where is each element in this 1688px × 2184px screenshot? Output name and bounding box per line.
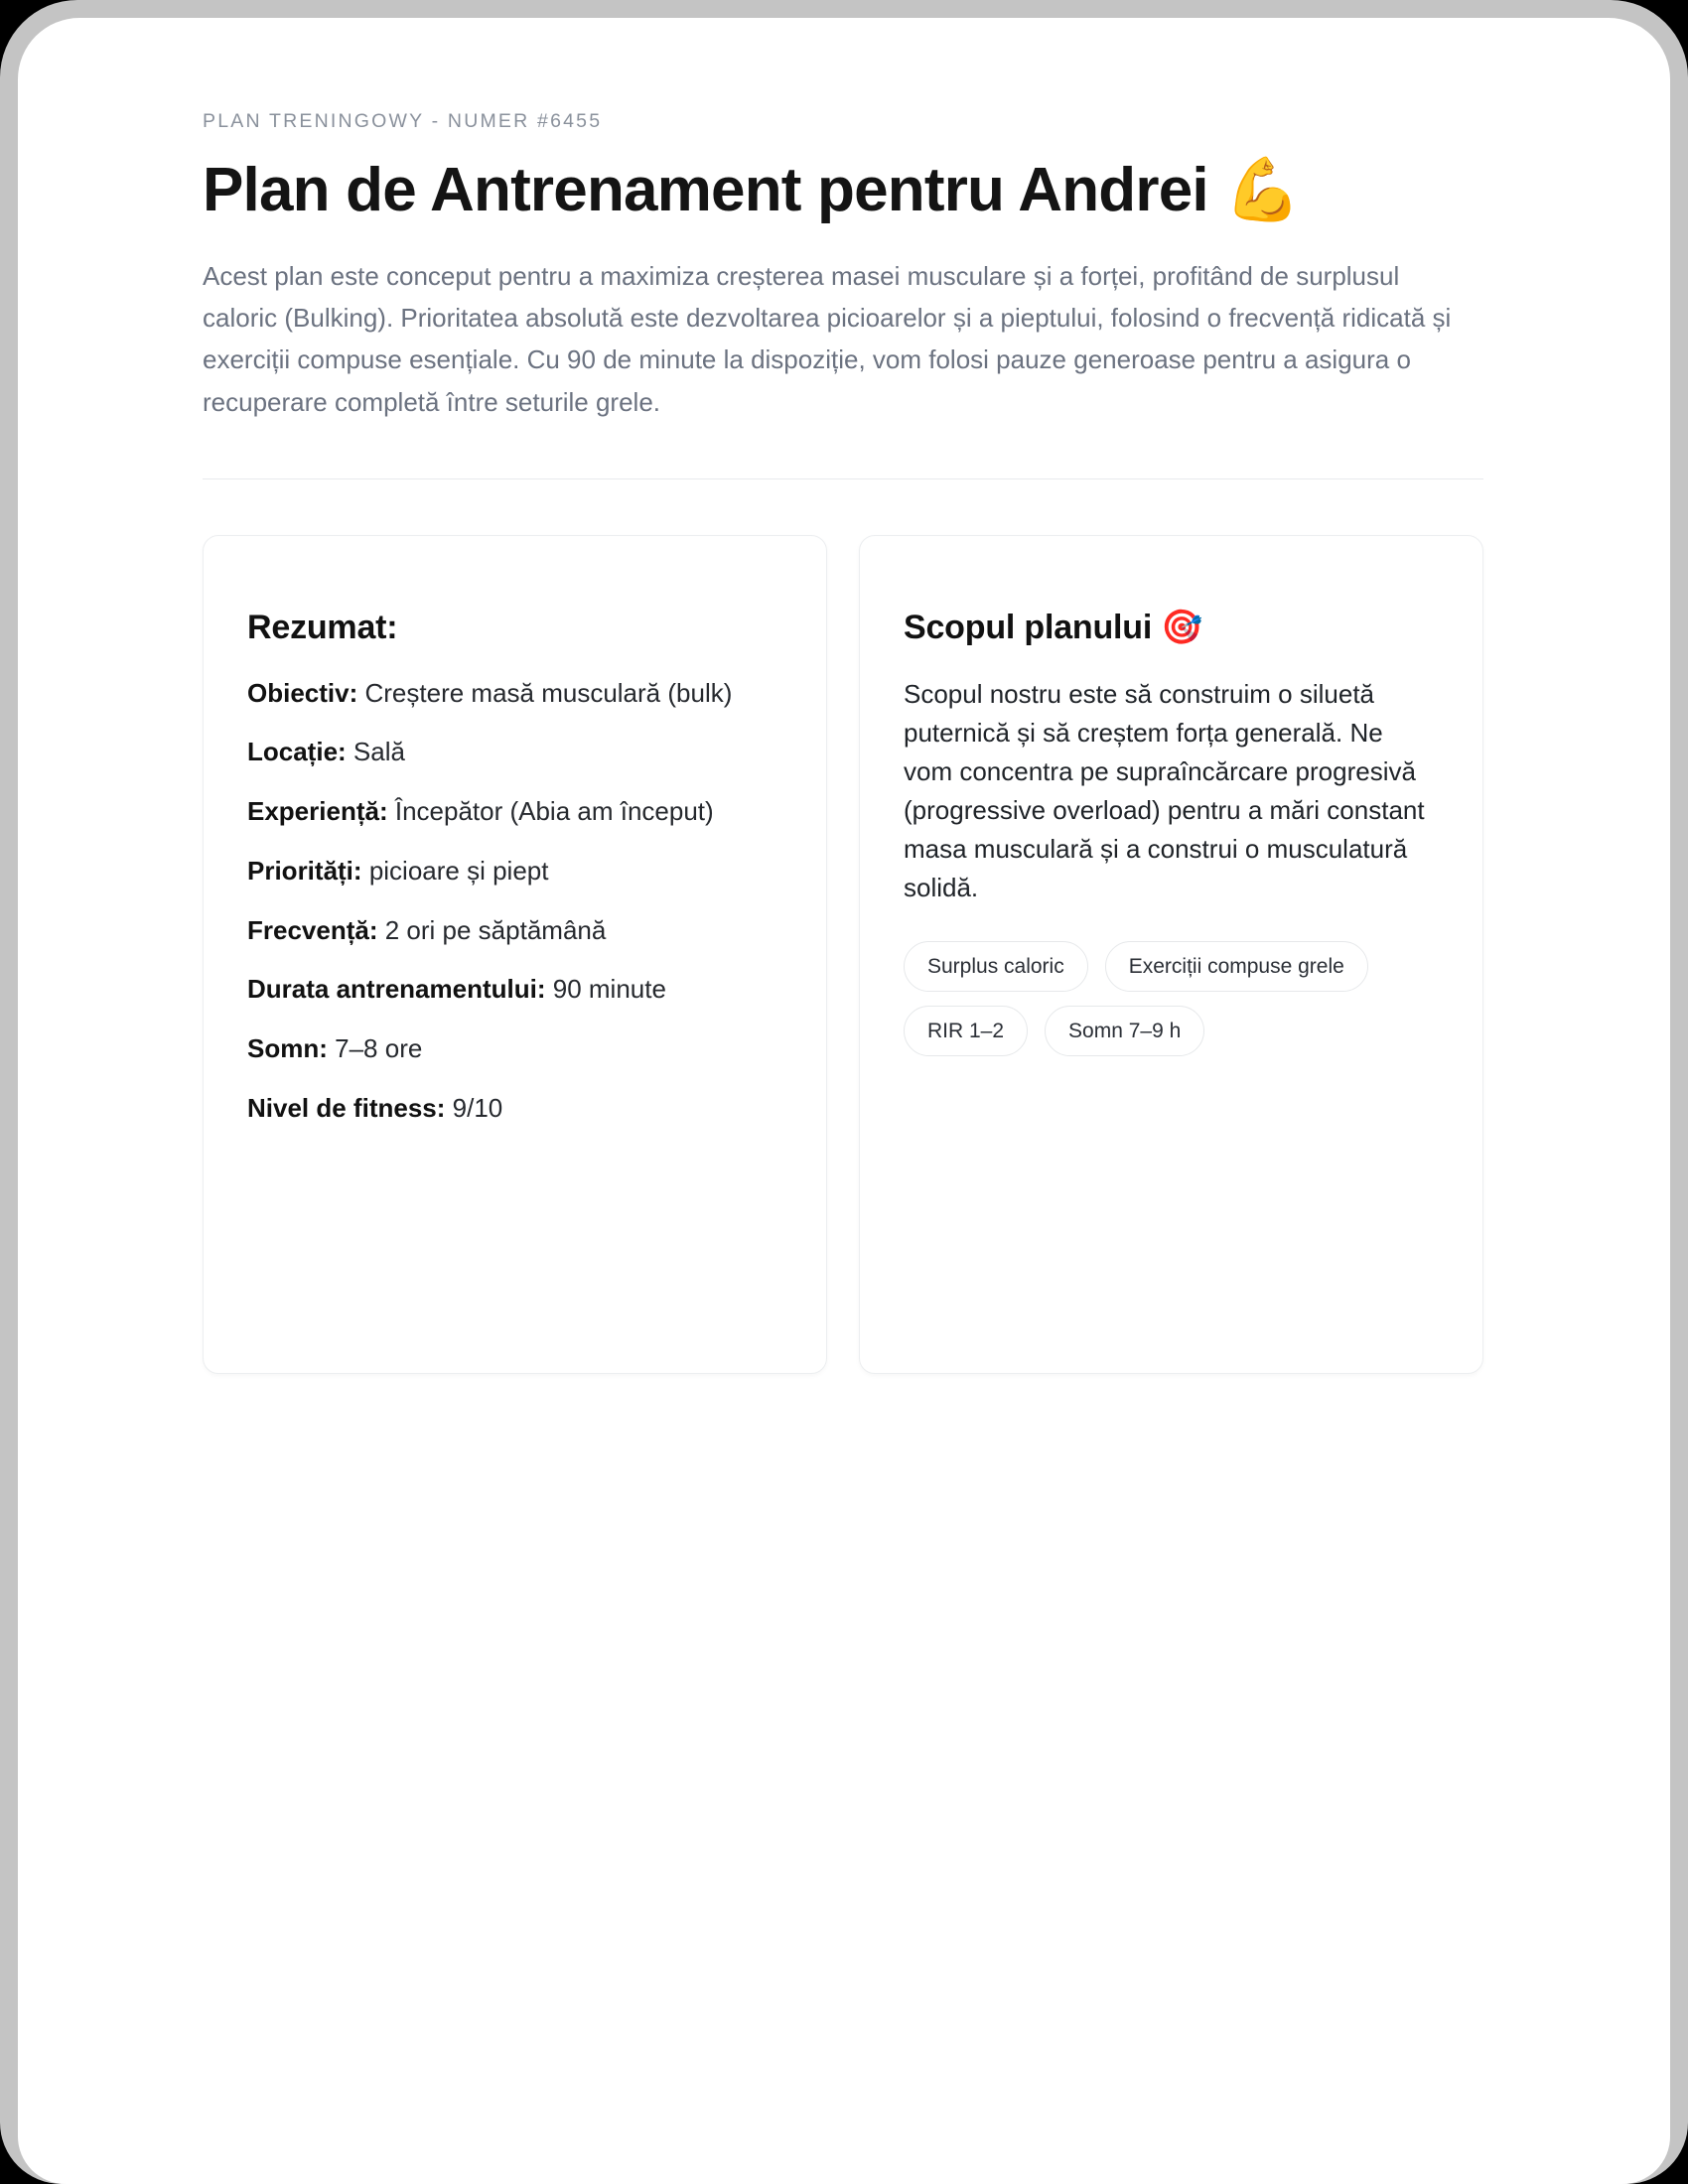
summary-item-value: Creștere masă musculară (bulk) — [364, 677, 733, 708]
list-item — [247, 1030, 782, 1068]
status-badge: Exerciții compuse grele — [1105, 941, 1368, 992]
summary-item-label: Frecvență: — [247, 914, 378, 945]
document-content — [203, 109, 1483, 1374]
status-badge: RIR 1–2 — [904, 1006, 1028, 1056]
list-item — [247, 734, 782, 771]
device-screen — [18, 18, 1670, 2184]
goal-card — [859, 535, 1483, 1374]
summary-item-value: 2 ori pe săptămână — [384, 914, 607, 945]
goal-card-body: Scopul nostru este să construim o siluetă puternică și să creștem forța generală. Ne vom concentra pe supraîncărcare progresivă (progressive overload) pentru a mări constant masa musculară și a construi o musculatură solidă. — [904, 678, 1425, 902]
status-badge: Surplus caloric — [904, 941, 1088, 992]
summary-card-title: Rezumat: — [247, 608, 398, 646]
status-badge: Somn 7–9 h — [1045, 1006, 1204, 1056]
summary-item-label: Priorități: — [247, 855, 362, 886]
list-item — [247, 853, 782, 890]
summary-item-value: Începător (Abia am început) — [394, 796, 714, 827]
summary-item-label: Durata antrenamentului: — [247, 974, 546, 1005]
page-title-text: Plan de Antrenament pentru Andrei — [203, 156, 1208, 225]
plan-eyebrow-label: PLAN TRENINGOWY - NUMER #6455 — [203, 110, 603, 132]
list-item — [247, 675, 782, 713]
document-page — [18, 18, 1670, 2184]
goal-card-title — [904, 606, 1439, 649]
list-item — [247, 1090, 782, 1128]
list-item — [247, 971, 782, 1009]
summary-item-value: picioare și piept — [368, 855, 549, 886]
header-divider — [203, 478, 1483, 479]
summary-item-label: Nivel de fitness: — [247, 1092, 446, 1123]
card-grid — [203, 535, 1483, 1374]
summary-item-value: 9/10 — [452, 1092, 503, 1123]
summary-item-label: Obiectiv: — [247, 677, 358, 708]
list-item — [247, 912, 782, 950]
direct-hit-target-icon: 🎯 — [1161, 608, 1203, 646]
summary-card — [203, 535, 827, 1374]
page-title — [203, 150, 1315, 231]
summary-item-label: Locație: — [247, 737, 347, 767]
summary-item-label: Experiență: — [247, 796, 388, 827]
summary-item-value: 7–8 ore — [335, 1032, 423, 1063]
summary-item-label: Somn: — [247, 1032, 328, 1063]
goal-card-title-text: Scopul planului — [904, 608, 1153, 646]
summary-item-value: Sală — [352, 737, 405, 767]
goal-tag-list — [904, 941, 1420, 1056]
plan-intro-paragraph: Acest plan este conceput pentru a maximiza creșterea masei musculare și a forței, profitând de surplusul caloric (Bulking). Prioritatea absolută este dezvoltarea picioarelor și a pieptului, folosind o frecvență ridicată și exerciții compuse esențiale. Cu 90 de minute la dispoziție, vom folosi pauze generoase pentru a asigura o recuperare completă între seturile grele. — [203, 261, 1452, 417]
summary-list — [247, 675, 782, 1128]
summary-item-value: 90 minute — [552, 974, 666, 1005]
list-item — [247, 793, 782, 831]
flexed-biceps-icon: 💪 — [1224, 156, 1302, 225]
